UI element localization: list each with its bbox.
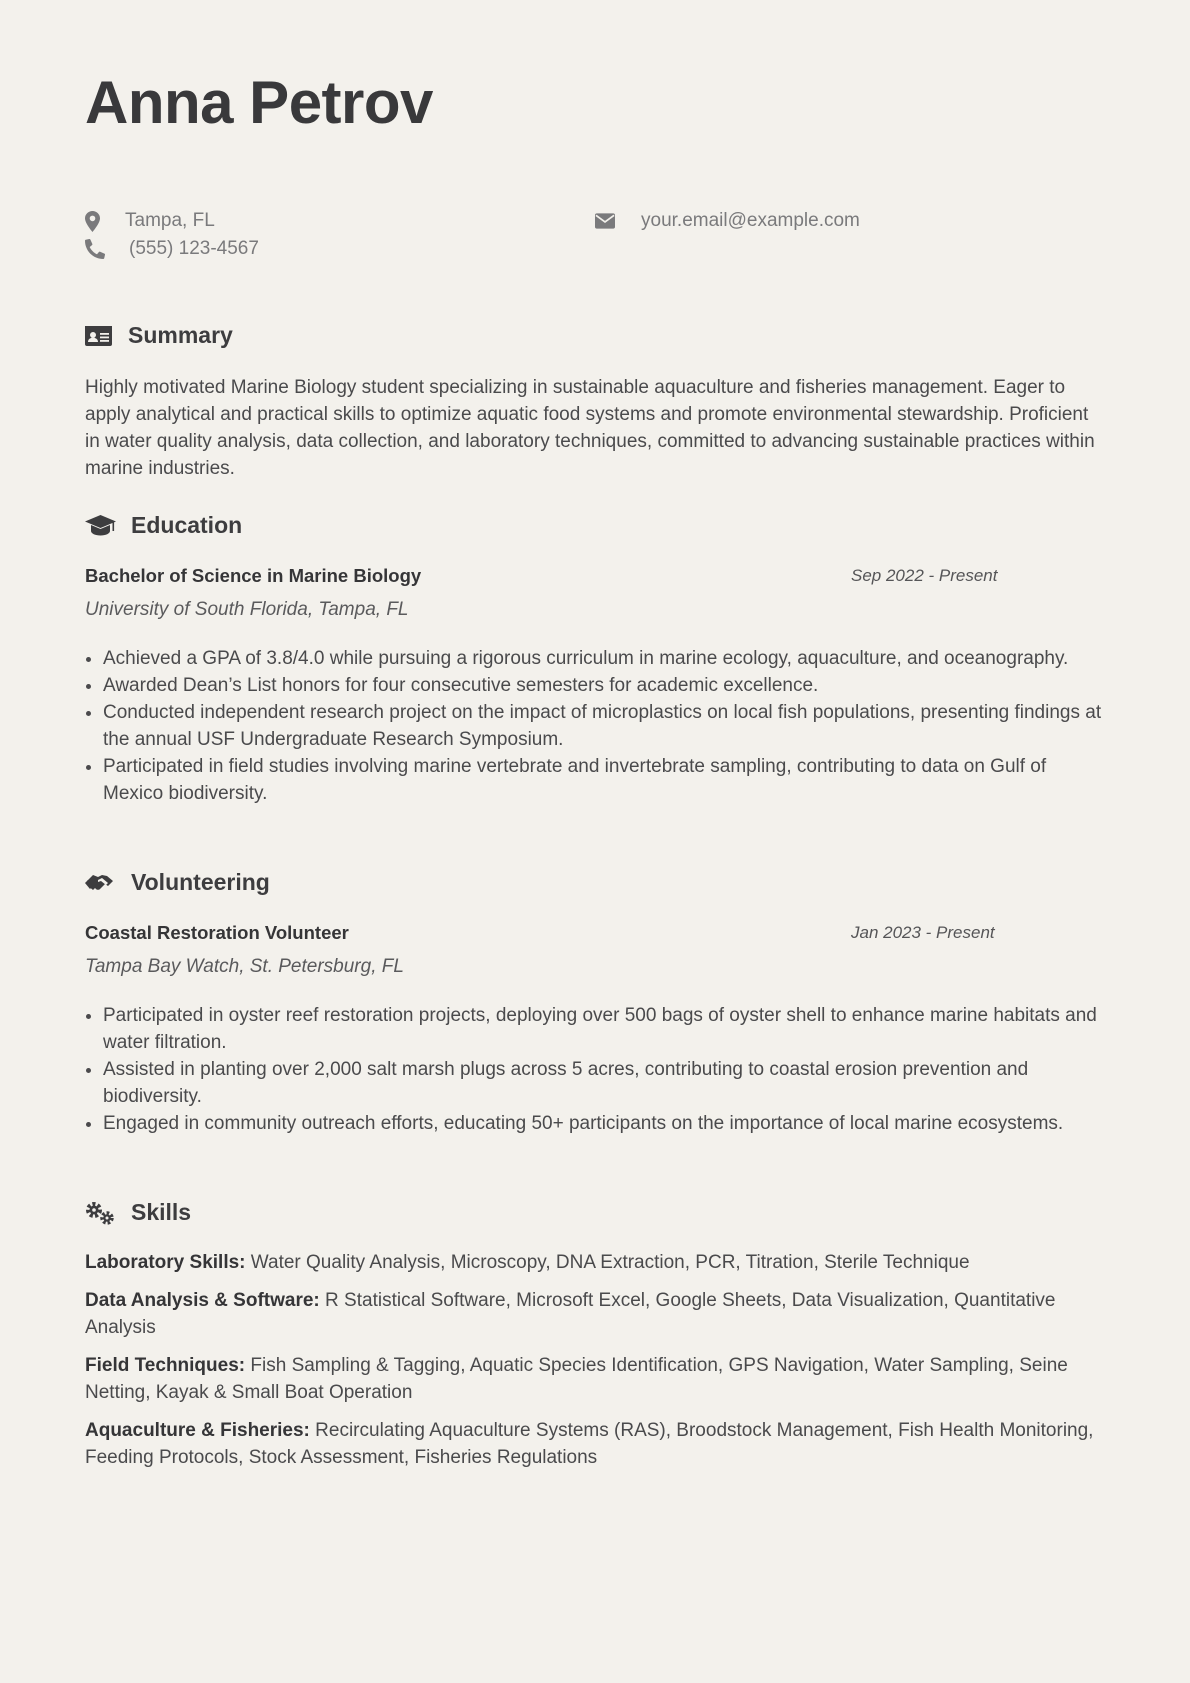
skill-group-laboratory [85,1249,1107,1276]
skill-label: Data Analysis & Software: [85,1290,320,1311]
summary-text: Highly motivated Marine Biology student specializing in sustainable aquaculture and fisheries management. Eager to apply analytical and practical skills to optimize aquatic food systems and promote environmental stewardship. Proficient in water quality analysis, data collection, and laboratory techniques, committed to advancing sustainable practices within marine industries. [85,377,1095,479]
phone-link[interactable]: (555) 123-4567 [129,238,259,259]
degree-title: Bachelor of Science in Marine Biology [85,565,422,586]
gears-icon [85,1201,131,1225]
contact-email [595,210,860,232]
phone-icon [85,239,105,259]
skills-heading [85,1199,191,1226]
volunteer-dates: Jan 2023 - Present [851,923,995,942]
summary-heading [85,322,233,349]
list-item: • Participated in field studies involving marine vertebrate and invertebrate sampling, contributing to data on Gulf of Mexico biodiversity. [103,753,1107,807]
graduation-cap-icon [85,515,131,537]
education-dates: Sep 2022 - Present [851,566,998,585]
list-item: • Achieved a GPA of 3.8/4.0 while pursuing a rigorous curriculum in marine ecology, aquaculture, and oceanography. [103,645,1107,672]
list-item: • Participated in oyster reef restoration projects, deploying over 500 bags of oyster shell to enhance marine habitats and water filtration. [103,1002,1107,1056]
skill-label: Field Techniques: [85,1355,246,1376]
skill-items: R Statistical Software, Microsoft Excel, Google Sheets, Data Visualization, Quantitative Analysis [85,1290,1056,1338]
volunteer-organization: Tampa Bay Watch, St. Petersburg, FL [85,956,404,977]
institution: University of South Florida, Tampa, FL [85,599,409,620]
list-item: • Engaged in community outreach efforts, educating 50+ participants on the importance of local marine ecosystems. [103,1110,1107,1137]
volunteer-role: Coastal Restoration Volunteer [85,922,349,943]
skill-items: Water Quality Analysis, Microscopy, DNA Extraction, PCR, Titration, Sterile Technique [250,1252,970,1273]
skill-group-field [85,1352,1107,1406]
list-item: • Assisted in planting over 2,000 salt marsh plugs across 5 acres, contributing to coastal erosion prevention and biodiversity. [103,1056,1107,1110]
email-link[interactable]: your.email@example.com [641,210,860,231]
skill-items: Recirculating Aquaculture Systems (RAS), Broodstock Management, Fish Health Monitoring, Feeding Protocols, Stock Assessment, Fisheries Regulations [85,1420,1094,1468]
skill-items: Fish Sampling & Tagging, Aquatic Species Identification, GPS Navigation, Water Sampling, Seine Netting, Kayak & Small Boat Operation [85,1355,1068,1403]
candidate-name: Anna Petrov [85,69,433,136]
location-text: Tampa, FL [125,210,215,231]
volunteering-title: Volunteering [131,869,270,895]
education-bullets [85,645,1107,807]
skill-label: Aquaculture & Fisheries: [85,1420,310,1441]
list-item: • Conducted independent research project on the impact of microplastics on local fish populations, presenting findings at the annual USF Undergraduate Research Symposium. [103,699,1107,753]
skills-title: Skills [131,1199,192,1225]
education-heading [85,512,242,539]
education-title: Education [131,512,243,538]
list-item: • Awarded Dean’s List honors for four consecutive semesters for academic excellence. [103,672,1107,699]
map-marker-icon [85,211,105,232]
id-card-icon [85,326,128,346]
skill-label: Laboratory Skills: [85,1252,246,1273]
contact-location [85,210,215,232]
volunteering-bullets [85,1002,1107,1137]
handshake-icon [85,871,131,895]
skill-group-aquaculture [85,1417,1107,1471]
envelope-icon [595,213,615,229]
summary-title: Summary [128,322,233,348]
volunteering-heading [85,869,270,896]
contact-phone [85,238,259,260]
skill-group-data-analysis [85,1287,1107,1341]
